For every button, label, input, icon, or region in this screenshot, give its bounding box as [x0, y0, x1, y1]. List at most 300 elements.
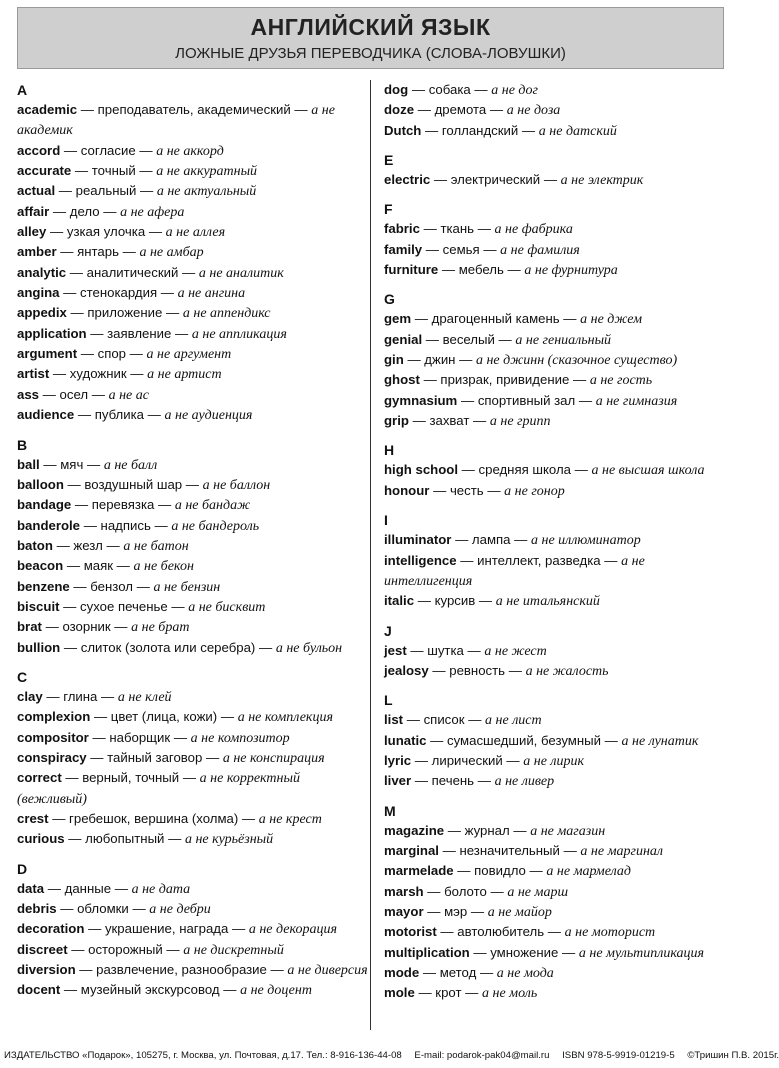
- entry-translation: незначительный: [459, 842, 560, 858]
- entry-translation: заявление: [107, 325, 172, 341]
- entry-translation: озорник: [62, 619, 111, 635]
- entry-translation: список: [423, 712, 465, 728]
- entry-note: а не ливер: [494, 774, 555, 790]
- entry-translation: голландский: [441, 122, 519, 138]
- entry-word: genial: [384, 331, 423, 347]
- entry: ghost — призрак, привидение — а не гость: [384, 372, 653, 389]
- entry: compositor — наборщик — а не композитор: [17, 729, 290, 746]
- entry-word: Dutch: [384, 122, 422, 138]
- entry-translation: автолюбитель: [457, 924, 545, 940]
- entry-word: beacon: [17, 558, 64, 574]
- entry-translation: данные: [64, 880, 112, 896]
- entry-note: а не дебри: [149, 902, 211, 918]
- entry-translation: крот: [435, 985, 462, 1001]
- entry: mole — крот — а не моль: [384, 985, 538, 1002]
- entry-word: banderole: [17, 517, 81, 533]
- entry-translation: обломки: [77, 901, 129, 917]
- entry-word: compositor: [17, 729, 89, 745]
- entry: dog — собака — а не дог: [384, 82, 538, 98]
- entry-translation: узкая улочка: [66, 224, 146, 240]
- entry-translation: мебель: [458, 262, 504, 278]
- entry-note: а не бекон: [133, 559, 194, 575]
- entry-word: audience: [17, 407, 75, 423]
- section-letter: J: [384, 622, 392, 639]
- entry: mayor — мэр — а не майор: [384, 903, 552, 920]
- entry: motorist — автолюбитель — а не моторист: [384, 924, 656, 941]
- entry: lunatic — сумасшедший, безумный — а не лунатик: [384, 732, 699, 749]
- entry: data — данные — а не дата: [17, 880, 191, 897]
- entry-note: а не дата: [131, 881, 191, 897]
- entry-word: crest: [17, 811, 49, 826]
- entry-translation: янтарь: [77, 244, 119, 260]
- entry-word: amber: [17, 244, 57, 260]
- entry-word: dog: [384, 82, 409, 97]
- entry-translation: метод: [439, 965, 477, 980]
- entry-note: а не жалость: [525, 663, 609, 679]
- entry: correct — верный, точный — а не корректный (вежливый): [17, 770, 300, 807]
- entry: marginal — незначительный — а не маргинал: [384, 842, 664, 859]
- entry-translation: мэр: [444, 903, 468, 919]
- entry: honour — честь — а не гонор: [384, 482, 565, 499]
- entry-word: electric: [384, 172, 431, 188]
- entry-word: benzene: [17, 578, 70, 594]
- entry-translation: драгоценный камень: [431, 311, 560, 327]
- entry-note: а не магазин: [530, 823, 606, 839]
- entry-note: а не фамилия: [500, 242, 580, 258]
- entry: accord — согласие — а не аккорд: [17, 142, 224, 159]
- entry-word: accord: [17, 142, 61, 158]
- entry-note: а не маргинал: [580, 843, 664, 859]
- entry-note: а не ас: [108, 387, 149, 403]
- section-letter: M: [384, 802, 396, 819]
- entry-translation: спор: [97, 346, 127, 362]
- entry-word: ass: [17, 386, 40, 402]
- entry-word: gymnasium: [384, 392, 458, 408]
- entry-translation: умножение: [490, 944, 559, 960]
- entry-note: а не клей: [117, 689, 172, 705]
- entry-word: marmelade: [384, 863, 454, 879]
- entry: conspiracy — тайный заговор — а не конспирация: [17, 749, 325, 766]
- entry: ass — осел — а не ас: [17, 386, 149, 403]
- entry-word: actual: [17, 183, 56, 199]
- entry: intelligence — интеллект, разведка — а не интеллигенция: [384, 552, 645, 589]
- entry: amber — янтарь — а не амбар: [17, 244, 204, 261]
- entry: genial — веселый — а не гениальный: [384, 331, 612, 348]
- entry-translation: воздушный шар: [84, 476, 183, 492]
- entry-word: italic: [384, 593, 415, 609]
- entry-translation: гребешок, вершина (холма): [69, 811, 239, 826]
- entry-word: accurate: [17, 163, 72, 179]
- entry-word: illuminator: [384, 532, 452, 548]
- footer-isbn: ISBN 978-5-9919-01219-5: [562, 1050, 675, 1061]
- entry: argument — спор — а не аргумент: [17, 346, 232, 363]
- entry-note: а не лист: [485, 713, 542, 729]
- entry-translation: реальный: [75, 183, 137, 199]
- entry-translation: захват: [429, 413, 470, 429]
- entry: list — список — а не лист: [384, 712, 542, 729]
- entry-translation: преподаватель, академический: [97, 102, 291, 117]
- entry: doze — дремота — а не доза: [384, 102, 561, 119]
- entry: marmelade — повидло — а не мармелад: [384, 863, 631, 880]
- entry: clay — глина — а не клей: [17, 688, 172, 705]
- entry-translation: музейный экскурсовод: [80, 982, 220, 998]
- entry: furniture — мебель — а не фурнитура: [384, 262, 618, 279]
- entry-translation: бензол: [90, 578, 133, 594]
- entry-note: а не ангина: [177, 286, 246, 302]
- section-letter: D: [17, 860, 28, 877]
- entry-word: mole: [384, 985, 415, 1001]
- entry-note: а не балл: [103, 457, 158, 473]
- entry: discreet — осторожный — а не дискретный: [17, 941, 284, 958]
- entry-note: а не декорация: [248, 922, 337, 938]
- entry-note: а не курьёзный: [184, 832, 274, 848]
- entry-word: conspiracy: [17, 749, 87, 765]
- entry-note: а не аккуратный: [156, 164, 258, 180]
- right-column: [384, 80, 734, 1035]
- entry: crest — гребешок, вершина (холма) — а не крест: [17, 811, 322, 827]
- entry-word: marginal: [384, 842, 439, 858]
- entry-word: intelligence: [384, 552, 457, 568]
- entry-note: а не итальянский: [495, 594, 600, 610]
- entry: family — семья — а не фамилия: [384, 241, 580, 258]
- entry: beacon — маяк — а не бекон: [17, 558, 194, 575]
- entry: brat — озорник — а не брат: [17, 619, 190, 636]
- entry-word: bandage: [17, 497, 72, 513]
- entry-translation: честь: [449, 482, 484, 498]
- entry-note: а не доцент: [240, 983, 312, 999]
- entry: academic — преподаватель, академический — а не академик: [17, 102, 335, 139]
- entry-note: а не аудиенция: [164, 408, 253, 424]
- entry: angina — стенокардия — а не ангина: [17, 285, 246, 302]
- entry-translation: согласие: [80, 142, 136, 158]
- entry-word: clay: [17, 688, 43, 704]
- entry-note: а не лунатик: [621, 733, 699, 749]
- entry-note: а не бандероль: [171, 518, 260, 534]
- entry-translation: курсив: [434, 593, 476, 609]
- entry-word: docent: [17, 982, 61, 998]
- entry-word: gin: [384, 352, 404, 368]
- entry: multiplication — умножение — а не мультипликация: [384, 944, 705, 961]
- entry: italic — курсив — а не итальянский: [384, 593, 600, 610]
- entry-translation: интеллект, разведка: [477, 552, 601, 568]
- entry: marsh — болото — а не марш: [384, 883, 569, 900]
- entry: debris — обломки — а не дебри: [17, 901, 211, 918]
- entry-translation: лирический: [431, 752, 503, 768]
- entry-word: liver: [384, 773, 412, 789]
- section-letter: E: [384, 152, 394, 169]
- entry-note: а не джем: [580, 312, 643, 328]
- entry-note: а не бисквит: [188, 599, 266, 615]
- entry-note: а не актуальный: [156, 184, 257, 200]
- entry-word: furniture: [384, 262, 439, 278]
- entry-translation: точный: [91, 163, 136, 179]
- entry-note: а не мода: [496, 966, 554, 981]
- entry-word: high school: [384, 462, 458, 478]
- entry-note: а не композитор: [190, 730, 290, 746]
- entry-word: mayor: [384, 903, 424, 919]
- entry: docent — музейный экскурсовод — а не доцент: [17, 982, 312, 999]
- entry-translation: художник: [69, 366, 127, 382]
- entry-word: argument: [17, 346, 78, 362]
- entry-word: data: [17, 880, 45, 896]
- entry-note: а не гонор: [504, 483, 565, 499]
- section-letter: H: [384, 442, 395, 459]
- entry-note: а не жест: [484, 643, 547, 659]
- entry: appedix — приложение — а не аппендикс: [17, 305, 271, 322]
- entry-note: а не комплекция: [237, 710, 333, 726]
- entry: analytic — аналитический — а не аналитик: [17, 264, 284, 281]
- entry-translation: семья: [442, 241, 480, 257]
- entry: decoration — украшение, награда — а не декорация: [17, 921, 337, 938]
- entry-word: appedix: [17, 305, 67, 321]
- footer-copyright: ©Тришин П.В. 2015г.: [687, 1050, 779, 1061]
- entry-word: ball: [17, 456, 40, 472]
- entry: Dutch — голландский — а не датский: [384, 122, 617, 139]
- entry-word: magazine: [384, 822, 445, 838]
- section-letter: I: [384, 512, 388, 529]
- entry-word: affair: [17, 203, 50, 219]
- entry-translation: приложение: [87, 305, 163, 321]
- entry-word: angina: [17, 285, 60, 301]
- entry-note: а не бензин: [153, 579, 221, 595]
- entry-note: а не аккорд: [156, 143, 224, 159]
- entry-translation: сумасшедший, безумный: [447, 732, 601, 748]
- section-letter: G: [384, 291, 395, 308]
- entry: bandage — перевязка — а не бандаж: [17, 497, 251, 514]
- entry-note: а не моль: [482, 986, 538, 1002]
- entry-note: а не датский: [538, 123, 617, 139]
- entry-translation: печень: [431, 773, 475, 789]
- entry-note: а не бульон: [275, 640, 343, 656]
- entry-note: а не доза: [506, 103, 561, 119]
- entry-word: artist: [17, 366, 50, 382]
- entry: complexion — цвет (лица, кожи) — а не комплекция: [17, 709, 333, 726]
- entry-translation: аналитический: [86, 264, 179, 280]
- entry-translation: сухое печенье: [80, 598, 168, 614]
- entry-translation: шутка: [427, 642, 464, 658]
- entry-note: а не мультипликация: [578, 945, 705, 961]
- entry: jealosy — ревность — а не жалость: [384, 662, 609, 679]
- entry-translation: цвет (лица, кожи): [110, 709, 218, 725]
- entry: ball — мяч — а не балл: [17, 456, 158, 473]
- entry-note: а не батон: [123, 538, 189, 554]
- column-divider: [370, 80, 371, 1030]
- entry-word: alley: [17, 224, 47, 240]
- entry: gymnasium — спортивный зал — а не гимназия: [384, 392, 678, 409]
- entry-translation: любопытный: [85, 831, 165, 847]
- entry-translation: наборщик: [109, 729, 171, 745]
- entry-word: jealosy: [384, 662, 429, 678]
- entry-translation: ткань: [440, 221, 475, 237]
- entry-word: lunatic: [384, 732, 427, 748]
- entry-word: honour: [384, 482, 430, 498]
- entry-note: а не джинн (сказочное существо): [475, 353, 678, 369]
- entry-translation: слиток (золота или серебра): [80, 639, 256, 655]
- footer: [4, 1049, 779, 1062]
- page-subtitle: ЛОЖНЫЕ ДРУЗЬЯ ПЕРЕВОДЧИКА (СЛОВА-ЛОВУШКИ): [175, 45, 566, 62]
- footer-publisher: ИЗДАТЕЛЬСТВО «Подарок», 105275, г. Москва, ул. Почтовая, д.17. Тел.: 8-916-136-44-08: [4, 1050, 402, 1061]
- entry-note: а не дог: [491, 83, 538, 98]
- entry-note: а не грипп: [489, 414, 551, 430]
- entry: baton — жезл — а не батон: [17, 537, 189, 554]
- entry: alley — узкая улочка — а не аллея: [17, 224, 226, 241]
- entry: biscuit — сухое печенье — а не бисквит: [17, 598, 266, 615]
- entry-note: а не аргумент: [146, 347, 232, 363]
- section-letter: F: [384, 201, 393, 218]
- entry-note: а не крест: [258, 812, 322, 827]
- entry: illuminator — лампа — а не иллюминатор: [384, 532, 641, 549]
- entry: gin — джин — а не джинн (сказочное существо): [384, 352, 678, 369]
- entry-note: а не высшая школа: [591, 463, 705, 479]
- page-title: АНГЛИЙСКИЙ ЯЗЫК: [250, 14, 491, 40]
- entry-word: fabric: [384, 221, 420, 237]
- entry-note: а не аппендикс: [182, 306, 271, 322]
- entry-word: mode: [384, 965, 420, 980]
- section-letter: L: [384, 692, 393, 709]
- entry-note: а не электрик: [560, 173, 644, 189]
- entry-word: academic: [17, 102, 78, 117]
- entry-note: а не артист: [147, 367, 222, 383]
- entry: high school — средняя школа — а не высшая школа: [384, 462, 705, 479]
- entry-translation: призрак, привидение: [440, 372, 570, 388]
- entry-word: bullion: [17, 639, 61, 655]
- entry-word: gem: [384, 311, 412, 327]
- entry: mode — метод — а не мода: [384, 965, 554, 981]
- entry: gem — драгоценный камень — а не джем: [384, 311, 643, 328]
- entry: artist — художник — а не артист: [17, 366, 222, 383]
- entry-note: а не гость: [589, 373, 653, 389]
- entry-translation: дело: [69, 203, 100, 219]
- entry-word: multiplication: [384, 944, 470, 960]
- entry-word: biscuit: [17, 598, 60, 614]
- entry: accurate — точный — а не аккуратный: [17, 163, 258, 180]
- entry-word: decoration: [17, 921, 85, 937]
- section-letter: C: [17, 668, 28, 685]
- entry-word: motorist: [384, 924, 437, 940]
- entry-translation: веселый: [442, 331, 495, 347]
- entry-word: diversion: [17, 962, 76, 978]
- entry-note: а не гениальный: [515, 332, 612, 348]
- entry-word: analytic: [17, 264, 67, 280]
- entry-note: а не лирик: [523, 753, 585, 769]
- entry-translation: джин: [424, 352, 456, 368]
- entry-translation: жезл: [73, 537, 103, 553]
- entry-translation: тайный заговор: [107, 749, 203, 765]
- entry-translation: стенокардия: [80, 285, 158, 301]
- entry-note: а не майор: [487, 904, 552, 920]
- footer-email: E-mail: podarok-pak04@mail.ru: [414, 1050, 550, 1061]
- entry-translation: электрический: [450, 172, 541, 188]
- entry-translation: собака: [428, 82, 471, 97]
- entry-word: doze: [384, 102, 415, 118]
- entry-translation: болото: [444, 883, 487, 899]
- entry-word: discreet: [17, 941, 68, 957]
- entry-translation: осторожный: [88, 941, 163, 957]
- entry-translation: верный, точный: [82, 770, 180, 786]
- entry-word: brat: [17, 619, 42, 635]
- entry: affair — дело — а не афера: [17, 203, 185, 220]
- entry-note: а не брат: [131, 620, 190, 636]
- entry-translation: украшение, награда: [104, 921, 229, 937]
- entry: fabric — ткань — а не фабрика: [384, 221, 573, 238]
- entry: balloon — воздушный шар — а не баллон: [17, 476, 271, 493]
- entry-translation: повидло: [474, 863, 526, 879]
- entry: magazine — журнал — а не магазин: [384, 822, 606, 839]
- section-letter: B: [17, 436, 28, 453]
- entry-translation: глина: [63, 688, 98, 704]
- entry-note: а не аллея: [165, 225, 226, 241]
- entry: banderole — надпись — а не бандероль: [17, 517, 260, 534]
- entry-note: а не фабрика: [494, 222, 573, 238]
- page-header: [17, 7, 724, 69]
- section-letter: A: [17, 82, 28, 98]
- entry-translation: осел: [59, 386, 89, 402]
- entry-note: а не баллон: [202, 477, 271, 493]
- entry-note: а не академик: [17, 103, 335, 139]
- entry-note: а не аппликация: [191, 326, 287, 342]
- entry: bullion — слиток (золота или серебра) — а не бульон: [17, 639, 343, 656]
- entry-note: а не амбар: [139, 245, 204, 261]
- entry: grip — захват — а не грипп: [384, 413, 551, 430]
- entry-word: balloon: [17, 476, 64, 492]
- entry-note: а не марш: [507, 884, 569, 900]
- entry-note: а не афера: [120, 204, 185, 220]
- entry-note: а не аналитик: [198, 265, 284, 281]
- entry: actual — реальный — а не актуальный: [17, 183, 257, 200]
- entry-word: family: [384, 241, 423, 257]
- entry-translation: развлечение, разнообразие: [96, 962, 267, 978]
- entry-word: debris: [17, 901, 57, 917]
- entry-word: ghost: [384, 372, 420, 388]
- entry: curious — любопытный — а не курьёзный: [17, 831, 274, 848]
- entry-note: а не фурнитура: [524, 263, 618, 279]
- entry-word: list: [384, 712, 404, 728]
- entry-note: а не гимназия: [595, 393, 678, 409]
- entry-note: а не бандаж: [174, 498, 251, 514]
- entry-word: application: [17, 325, 87, 341]
- entry-translation: средняя школа: [478, 462, 571, 478]
- left-column: [17, 80, 369, 1035]
- entry-translation: мяч: [60, 456, 84, 472]
- entry-word: marsh: [384, 883, 424, 899]
- entry-note: а не интеллигенция: [384, 553, 645, 589]
- entry-note: а не диверсия: [287, 963, 368, 979]
- entry-word: baton: [17, 537, 53, 553]
- entry-note: а не дискретный: [183, 942, 284, 958]
- entry-translation: перевязка: [91, 497, 155, 513]
- entry: diversion — развлечение, разнообразие — а не диверсия: [17, 962, 368, 979]
- entry-note: а не мармелад: [546, 864, 631, 880]
- entry: audience — публика — а не аудиенция: [17, 407, 253, 424]
- entry-translation: дремота: [434, 102, 487, 118]
- entry-note: а не конспирация: [222, 750, 325, 766]
- entry-note: а не иллюминатор: [531, 533, 641, 549]
- entry-translation: журнал: [464, 822, 510, 838]
- entry-word: complexion: [17, 709, 91, 725]
- entry-translation: надпись: [100, 517, 151, 533]
- entry: electric — электрический — а не электрик: [384, 172, 644, 189]
- entry-translation: маяк: [83, 558, 113, 574]
- entry: lyric — лирический — а не лирик: [384, 752, 585, 769]
- entry-note: а не моторист: [564, 925, 656, 941]
- entry-word: lyric: [384, 752, 412, 768]
- entry: liver — печень — а не ливер: [384, 773, 555, 790]
- entry-word: grip: [384, 413, 409, 429]
- entry: application — заявление — а не аппликация: [17, 325, 287, 342]
- entry-note: а не корректный (вежливый): [17, 771, 300, 807]
- entry-translation: лампа: [471, 532, 511, 548]
- entry-translation: спортивный зал: [477, 392, 576, 408]
